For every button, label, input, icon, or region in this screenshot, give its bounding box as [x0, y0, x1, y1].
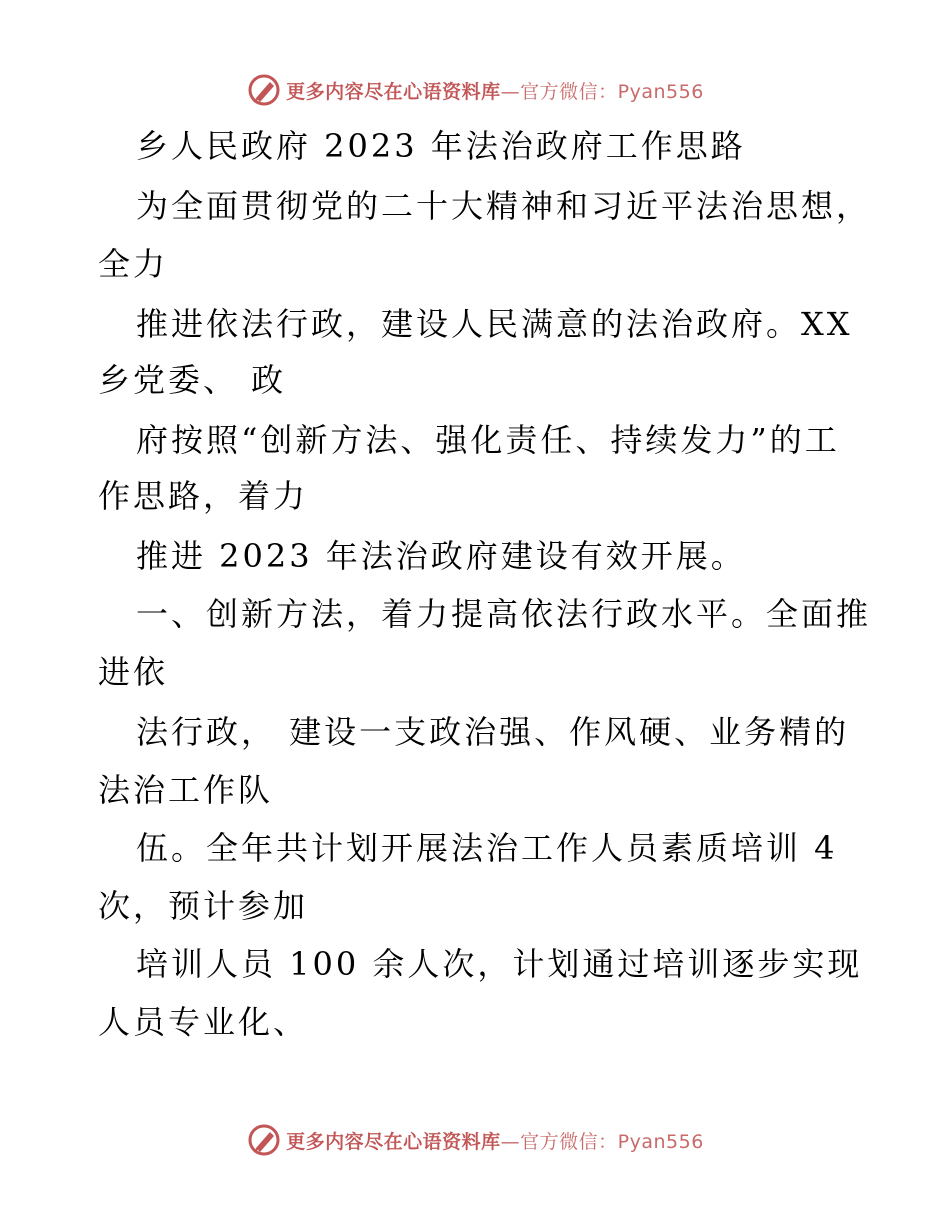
section-heading: 一、创新方法，着力提高依法行政水平。全面推 [136, 595, 872, 633]
text-line: 推进依法行政，建设人民满意的法治政府。XX [136, 305, 853, 343]
text-line: 伍。全年共计划开展法治工作人员素质培训 4 [136, 829, 838, 867]
text-line: 法治工作队 [98, 771, 274, 809]
text-line: 培训人员 100 余人次，计划通过培训逐步实现 [136, 945, 863, 983]
text-line: 人员专业化、 [98, 1003, 309, 1041]
watermark-banner-bottom [0, 1120, 950, 1160]
text-line: 推进 2023 年法治政府建设有效开展。 [136, 537, 746, 575]
text-line: 进依 [98, 653, 169, 691]
text-line: 全力 [98, 245, 169, 283]
watermark-banner-top [0, 70, 950, 110]
text-line: 乡党委、 政 [98, 361, 287, 399]
pen-logo-icon [246, 72, 282, 108]
watermark-brand: 更多内容尽在心语资料库 [286, 1130, 501, 1153]
text-line: 法行政， 建设一支政治强、作风硬、业务精的 [136, 713, 850, 751]
text-line: 为全面贯彻党的二十大精神和习近平法治思想， [136, 187, 872, 225]
pen-logo-icon [246, 1122, 282, 1158]
watermark-contact: —官方微信：Pyan556 [500, 1130, 704, 1153]
watermark-contact: —官方微信：Pyan556 [500, 80, 704, 103]
document-title: 乡人民政府 2023 年法治政府工作思路 [136, 127, 746, 165]
text-line: 作思路，着力 [98, 477, 309, 515]
watermark-brand: 更多内容尽在心语资料库 [286, 80, 501, 103]
text-line: 府按照“创新方法、强化责任、持续发力”的工 [136, 421, 840, 459]
text-line: 次，预计参加 [98, 887, 309, 925]
